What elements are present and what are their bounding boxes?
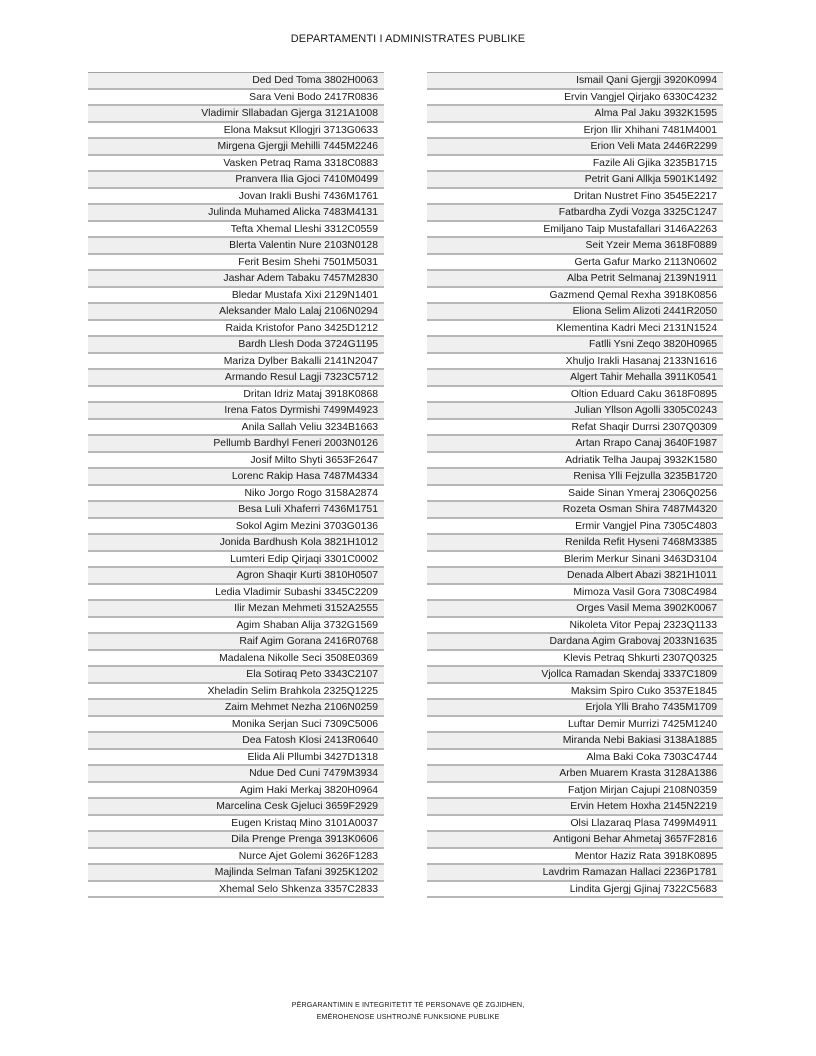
name-row: Jonida Bardhush Kola 3821H1012	[88, 535, 384, 552]
right-name-column	[427, 72, 723, 898]
name-row: Jashar Adem Tabaku 7457M2830	[88, 271, 384, 288]
name-row: Vasken Petraq Rama 3318C0883	[88, 156, 384, 173]
name-row: Lumteri Edip Qirjaqi 3301C0002	[88, 552, 384, 569]
name-row: Ndue Ded Cuni 7479M3934	[88, 766, 384, 783]
name-row: Bardh Llesh Doda 3724G1195	[88, 337, 384, 354]
name-row: Agron Shaqir Kurti 3810H0507	[88, 568, 384, 585]
name-row: Orges Vasil Mema 3902K0067	[427, 601, 723, 618]
name-row: Oltion Eduard Caku 3618F0895	[427, 387, 723, 404]
left-name-column	[88, 72, 384, 898]
name-row: Elona Maksut Kllogjri 3713G0633	[88, 123, 384, 140]
name-row: Pellumb Bardhyl Feneri 2003N0126	[88, 436, 384, 453]
name-row: Ismail Qani Gjergji 3920K0994	[427, 73, 723, 90]
name-row: Tefta Xhemal Lleshi 3312C0559	[88, 222, 384, 239]
name-row: Klevis Petraq Shkurti 2307Q0325	[427, 651, 723, 668]
name-row: Ervin Vangjel Qirjako 6330C4232	[427, 90, 723, 107]
name-row: Sokol Agim Mezini 3703G0136	[88, 519, 384, 536]
name-row: Erjon Ilir Xhihani 7481M4001	[427, 123, 723, 140]
name-row: Emiljano Taip Mustafallari 3146A2263	[427, 222, 723, 239]
name-row: Seit Yzeir Mema 3618F0889	[427, 238, 723, 255]
name-row: Olsi Llazaraq Plasa 7499M4911	[427, 816, 723, 833]
page-footer	[0, 999, 816, 1023]
name-row: Fatlli Ysni Zeqo 3820H0965	[427, 337, 723, 354]
name-row: Julian Yllson Agolli 3305C0243	[427, 403, 723, 420]
name-row: Renisa Ylli Fejzulla 3235B1720	[427, 469, 723, 486]
name-row: Ded Ded Toma 3802H0063	[88, 73, 384, 90]
name-row: Lindita Gjergj Gjinaj 7322C5683	[427, 882, 723, 899]
name-row: Luftar Demir Murrizi 7425M1240	[427, 717, 723, 734]
name-row: Niko Jorgo Rogo 3158A2874	[88, 486, 384, 503]
name-row: Ermir Vangjel Pina 7305C4803	[427, 519, 723, 536]
name-row: Elida Ali Pllumbi 3427D1318	[88, 750, 384, 767]
name-row: Anila Sallah Veliu 3234B1663	[88, 420, 384, 437]
name-row: Xhemal Selo Shkenza 3357C2833	[88, 882, 384, 899]
name-row: Lavdrim Ramazan Hallaci 2236P1781	[427, 865, 723, 882]
name-row: Majlinda Selman Tafani 3925K1202	[88, 865, 384, 882]
name-row: Eugen Kristaq Mino 3101A0037	[88, 816, 384, 833]
name-row: Nurce Ajet Golemi 3626F1283	[88, 849, 384, 866]
name-row: Mariza Dylber Bakalli 2141N2047	[88, 354, 384, 371]
name-row: Bledar Mustafa Xixi 2129N1401	[88, 288, 384, 305]
name-row: Gazmend Qemal Rexha 3918K0856	[427, 288, 723, 305]
name-row: Zaim Mehmet Nezha 2106N0259	[88, 700, 384, 717]
name-row: Fazile Ali Gjika 3235B1715	[427, 156, 723, 173]
name-row: Ela Sotiraq Peto 3343C2107	[88, 667, 384, 684]
name-row: Jovan Irakli Bushi 7436M1761	[88, 189, 384, 206]
name-row: Petrit Gani Allkja 5901K1492	[427, 172, 723, 189]
name-row: Ledia Vladimir Subashi 3345C2209	[88, 585, 384, 602]
name-row: Denada Albert Abazi 3821H1011	[427, 568, 723, 585]
name-row: Alba Petrit Selmanaj 2139N1911	[427, 271, 723, 288]
name-row: Adriatik Telha Jaupaj 3932K1580	[427, 453, 723, 470]
name-row: Josif Milto Shyti 3653F2647	[88, 453, 384, 470]
name-row: Gerta Gafur Marko 2113N0602	[427, 255, 723, 272]
name-row: Erion Veli Mata 2446R2299	[427, 139, 723, 156]
name-row: Antigoni Behar Ahmetaj 3657F2816	[427, 832, 723, 849]
name-row: Mimoza Vasil Gora 7308C4984	[427, 585, 723, 602]
name-row: Dea Fatosh Klosi 2413R0640	[88, 733, 384, 750]
name-row: Aleksander Malo Lalaj 2106N0294	[88, 304, 384, 321]
name-row: Ervin Hetem Hoxha 2145N2219	[427, 799, 723, 816]
page-title: DEPARTAMENTI I ADMINISTRATES PUBLIKE	[290, 33, 526, 45]
name-row: Alma Pal Jaku 3932K1595	[427, 106, 723, 123]
name-row: Saide Sinan Ymeraj 2306Q0256	[427, 486, 723, 503]
name-row: Fatjon Mirjan Cajupi 2108N0359	[427, 783, 723, 800]
name-row: Maksim Spiro Cuko 3537E1845	[427, 684, 723, 701]
name-row: Ilir Mezan Mehmeti 3152A2555	[88, 601, 384, 618]
name-row: Dritan Nustret Fino 3545E2217	[427, 189, 723, 206]
name-row: Dritan Idriz Mataj 3918K0868	[88, 387, 384, 404]
name-row: Klementina Kadri Meci 2131N1524	[427, 321, 723, 338]
name-row: Miranda Nebi Bakiasi 3138A1885	[427, 733, 723, 750]
name-row: Besa Luli Xhaferri 7436M1751	[88, 502, 384, 519]
name-row: Fatbardha Zydi Vozga 3325C1247	[427, 205, 723, 222]
name-row: Xhuljo Irakli Hasanaj 2133N1616	[427, 354, 723, 371]
name-row: Irena Fatos Dyrmishi 7499M4923	[88, 403, 384, 420]
footer-line-1: PËRGARANTIMIN E INTEGRITETIT TË PERSONAVE QË ZGJIDHEN,	[291, 1000, 525, 1009]
name-row: Blerim Merkur Sinani 3463D3104	[427, 552, 723, 569]
name-row: Arben Muarem Krasta 3128A1386	[427, 766, 723, 783]
name-row: Raif Agim Gorana 2416R0768	[88, 634, 384, 651]
name-row: Madalena Nikolle Seci 3508E0369	[88, 651, 384, 668]
name-row: Erjola Ylli Braho 7435M1709	[427, 700, 723, 717]
name-row: Armando Resul Lagji 7323C5712	[88, 370, 384, 387]
name-row: Artan Rrapo Canaj 3640F1987	[427, 436, 723, 453]
name-row: Vjollca Ramadan Skendaj 3337C1809	[427, 667, 723, 684]
name-row: Vladimir Sllabadan Gjerga 3121A1008	[88, 106, 384, 123]
name-row: Raida Kristofor Pano 3425D1212	[88, 321, 384, 338]
name-row: Agim Shaban Alija 3732G1569	[88, 618, 384, 635]
footer-line-2: EMËROHENOSE USHTROJNË FUNKSIONE PUBLIKE	[316, 1012, 500, 1021]
name-row: Xheladin Selim Brahkola 2325Q1225	[88, 684, 384, 701]
name-row: Refat Shaqir Durrsi 2307Q0309	[427, 420, 723, 437]
name-row: Pranvera Ilia Gjoci 7410M0499	[88, 172, 384, 189]
name-row: Sara Veni Bodo 2417R0836	[88, 90, 384, 107]
name-row: Dila Prenge Prenga 3913K0606	[88, 832, 384, 849]
name-row: Julinda Muhamed Alicka 7483M4131	[88, 205, 384, 222]
name-row: Mentor Haziz Rata 3918K0895	[427, 849, 723, 866]
name-row: Algert Tahir Mehalla 3911K0541	[427, 370, 723, 387]
name-row: Mirgena Gjergji Mehilli 7445M2246	[88, 139, 384, 156]
name-row: Lorenc Rakip Hasa 7487M4334	[88, 469, 384, 486]
name-row: Dardana Agim Grabovaj 2033N1635	[427, 634, 723, 651]
name-row: Agim Haki Merkaj 3820H0964	[88, 783, 384, 800]
name-row: Blerta Valentin Nure 2103N0128	[88, 238, 384, 255]
name-row: Monika Serjan Suci 7309C5006	[88, 717, 384, 734]
name-row: Marcelina Cesk Gjeluci 3659F2929	[88, 799, 384, 816]
name-row: Alma Baki Coka 7303C4744	[427, 750, 723, 767]
name-row: Ferit Besim Shehi 7501M5031	[88, 255, 384, 272]
name-row: Nikoleta Vitor Pepaj 2323Q1133	[427, 618, 723, 635]
name-row: Rozeta Osman Shira 7487M4320	[427, 502, 723, 519]
name-row: Renilda Refit Hyseni 7468M3385	[427, 535, 723, 552]
name-row: Eliona Selim Alizoti 2441R2050	[427, 304, 723, 321]
